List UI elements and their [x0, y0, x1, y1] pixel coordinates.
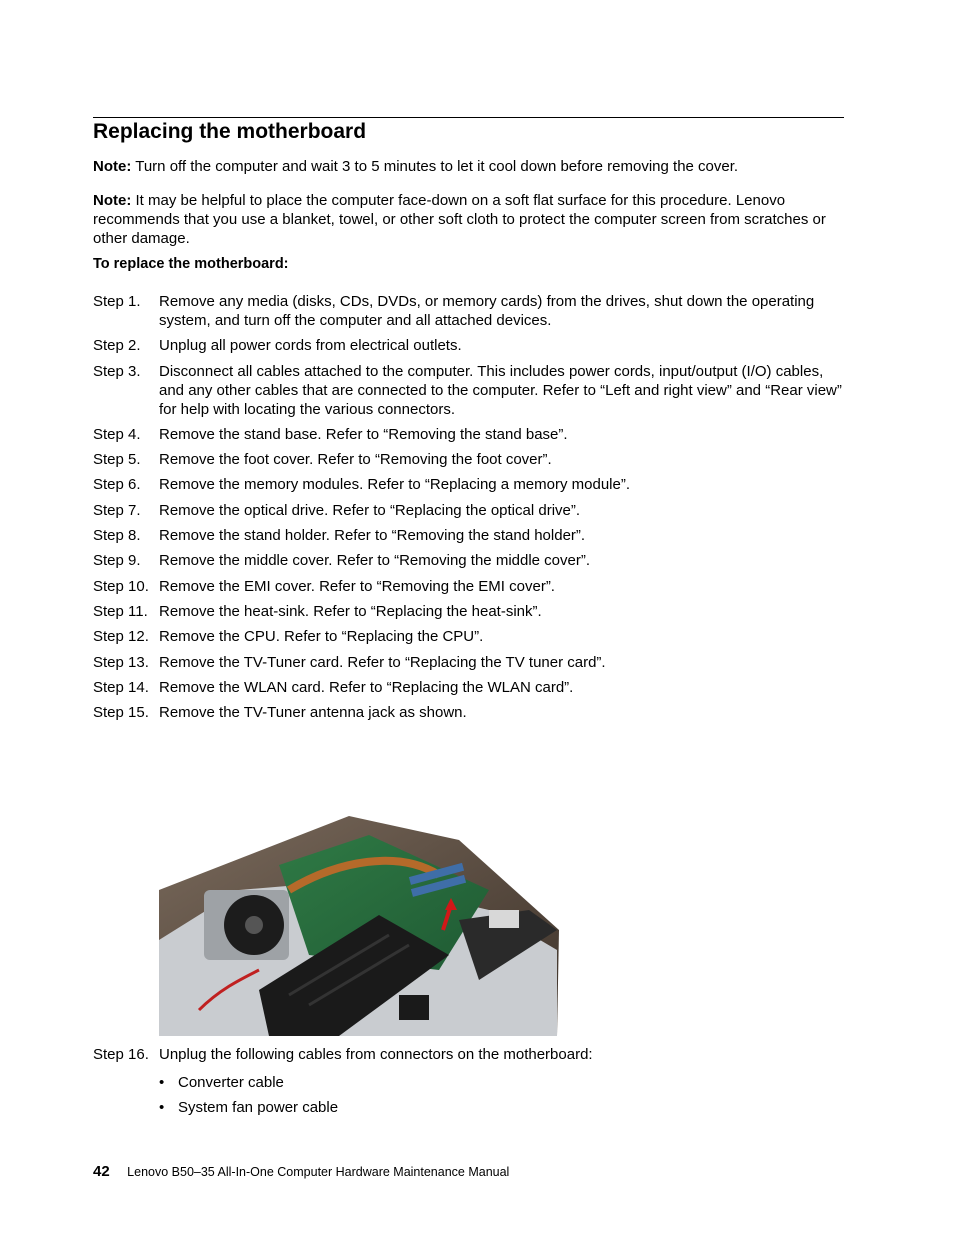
antenna-jack [489, 910, 519, 928]
step-item [93, 678, 845, 697]
step-list [93, 292, 845, 728]
cable-list [159, 1073, 338, 1123]
step-item [93, 475, 845, 494]
note-1 [93, 157, 845, 176]
step-item [93, 577, 845, 596]
step-item [93, 627, 845, 646]
note-2-text: It may be helpful to place the computer face-down on a soft flat surface for this procedure. Lenovo recommends that you use a blanket, towel, or other soft cloth to protect the computer screen from scratches or other damage. [93, 192, 826, 247]
step-text: Remove the stand base. Refer to “Removing the stand base”. [159, 425, 568, 443]
step-item [93, 501, 845, 520]
step-text: Unplug all power cords from electrical outlets. [159, 337, 462, 355]
step-item [93, 1045, 845, 1064]
step-text: Remove the CPU. Refer to “Replacing the CPU”. [159, 628, 484, 646]
note-1-label: Note: [93, 158, 132, 175]
step-number: Step 12. [93, 628, 149, 646]
step-text: Disconnect all cables attached to the computer. This includes power cords, input/output (I/O) cables, and any other cables that are connected to the computer. Refer to “Left and right view” and “Rear view” for help with locating the various connectors. [159, 362, 842, 418]
step-item [93, 653, 845, 672]
list-item-text: System fan power cable [178, 1099, 339, 1116]
list-item [159, 1073, 338, 1092]
header-rule [93, 117, 844, 118]
step-item [93, 362, 845, 419]
step-text: Remove any media (disks, CDs, DVDs, or memory cards) from the drives, shut down the operating system, and turn off the computer and all attached devices. [159, 293, 815, 329]
step-number: Step 14. [93, 678, 149, 696]
note-2 [93, 191, 845, 248]
step-item [93, 526, 845, 545]
step-number: Step 5. [93, 451, 141, 469]
step-number: Step 6. [93, 476, 141, 494]
note-1-text: Turn off the computer and wait 3 to 5 minutes to let it cool down before removing the cover. [135, 158, 739, 175]
step-text: Unplug the following cables from connectors on the motherboard: [159, 1046, 593, 1063]
page-footer [93, 1163, 509, 1180]
page-title: Replacing the motherboard [93, 120, 367, 143]
step-number: Step 1. [93, 293, 141, 310]
step-text: Remove the EMI cover. Refer to “Removing the EMI cover”. [159, 577, 555, 595]
step-item [93, 292, 845, 330]
list-item-text: Converter cable [178, 1074, 284, 1091]
step-text: Remove the TV-Tuner antenna jack as shown. [159, 704, 467, 722]
step-item [93, 602, 845, 621]
page-number: 42 [93, 1163, 110, 1180]
step-text: Remove the WLAN card. Refer to “Replacing the WLAN card”. [159, 678, 574, 696]
step-item [93, 703, 845, 722]
manual-title: Lenovo B50–35 All-In-One Computer Hardware Maintenance Manual [127, 1165, 510, 1179]
bullet-icon: • [159, 1099, 165, 1116]
step-item [93, 551, 845, 570]
step-text: Remove the TV-Tuner card. Refer to “Replacing the TV tuner card”. [159, 653, 606, 671]
step-16 [93, 1045, 845, 1070]
power-socket [399, 995, 429, 1020]
step-text: Remove the stand holder. Refer to “Removing the stand holder”. [159, 527, 586, 545]
step-number: Step 8. [93, 527, 141, 545]
step-text: Remove the middle cover. Refer to “Removing the middle cover”. [159, 552, 591, 570]
step-number: Step 9. [93, 552, 141, 570]
list-item [159, 1098, 338, 1117]
step-number: Step 11. [93, 602, 148, 620]
note-2-label: Note: [93, 192, 132, 209]
motherboard-photo [159, 740, 622, 1036]
step-number: Step 13. [93, 653, 149, 671]
step-number: Step 7. [93, 501, 141, 519]
step-text: Remove the memory modules. Refer to “Replacing a memory module”. [159, 476, 631, 494]
step-number: Step 2. [93, 337, 141, 355]
bullet-icon: • [159, 1074, 165, 1091]
step-text: Remove the heat-sink. Refer to “Replacing the heat-sink”. [159, 602, 542, 620]
step-number: Step 3. [93, 362, 141, 380]
step-item [93, 425, 845, 444]
step-number: Step 4. [93, 425, 141, 443]
step-text: Remove the optical drive. Refer to “Replacing the optical drive”. [159, 501, 581, 519]
step-text: Remove the foot cover. Refer to “Removing the foot cover”. [159, 451, 552, 469]
step-number: Step 10. [93, 577, 149, 595]
step-item [93, 336, 845, 355]
procedure-heading: To replace the motherboard: [93, 256, 289, 272]
step-item [93, 450, 845, 469]
step-number: Step 16. [93, 1046, 149, 1063]
step-number: Step 15. [93, 704, 149, 722]
